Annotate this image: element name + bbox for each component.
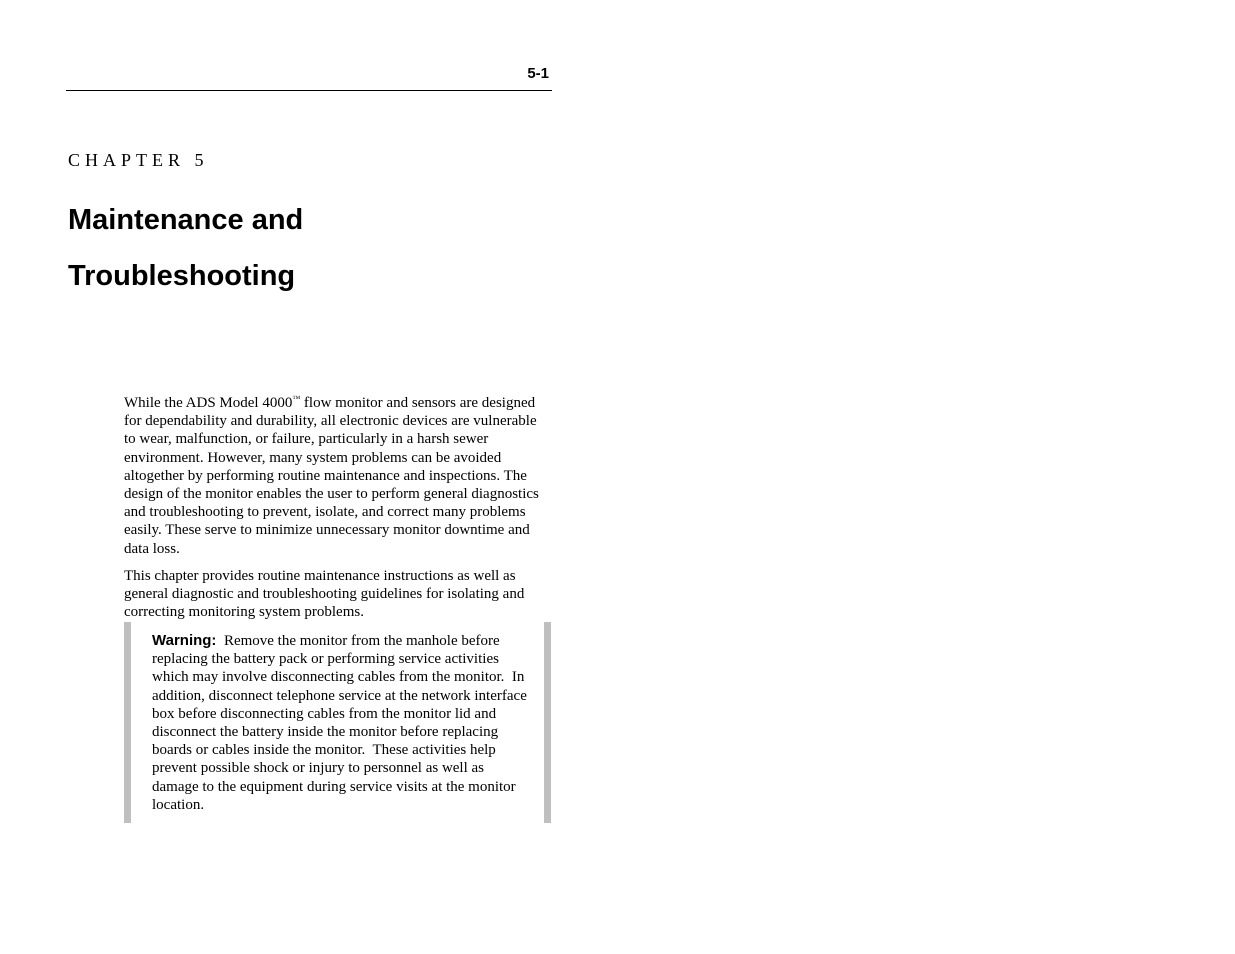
chapter-title-line-1: Maintenance and (68, 204, 304, 236)
intro-paragraph-prefix: While the ADS Model 4000 (124, 395, 293, 411)
chapter-label: CHAPTER 5 (68, 150, 209, 170)
warning-box (124, 622, 551, 823)
intro-paragraph-rest: flow monitor and sensors are designed for dependability and durability, all electronic devices are vulnerable to wear, malfunction, or failure, particularly in a harsh sewer environment. However, many system problems can be avoided altogether by performing routine maintenance and inspections. The design of the monitor enables the user to perform general diagnostics and troubleshooting to prevent, isolate, and correct many problems easily. These serve to minimize unnecessary monitor downtime and data loss. (124, 395, 539, 557)
page-number: 5-1 (527, 65, 549, 82)
chapter-title (68, 192, 548, 304)
chapter-title-line-2: Troubleshooting (68, 260, 296, 292)
trademark-symbol: ™ (292, 394, 301, 403)
header-rule (66, 90, 552, 91)
warning-text (152, 632, 531, 814)
intro-paragraph (124, 394, 550, 558)
body-text (124, 394, 550, 630)
warning-label: Warning: (152, 632, 217, 649)
chapter-overview-paragraph: This chapter provides routine maintenance instructions as well as general diagnostic and troubleshooting guidelines for isolating and correcting monitoring system problems. (124, 567, 525, 621)
warning-body: Remove the monitor from the manhole before replacing the battery pack or performing service activities which may involve disconnecting cables from the monitor. In addition, disconnect telephone service at the network interface box before disconnecting cables from the monitor lid and disconnect the battery inside the monitor before replacing boards or cables inside the monitor. These activities help prevent possible shock or injury to personnel as well as damage to the equipment during service visits at the monitor location. (152, 633, 531, 813)
